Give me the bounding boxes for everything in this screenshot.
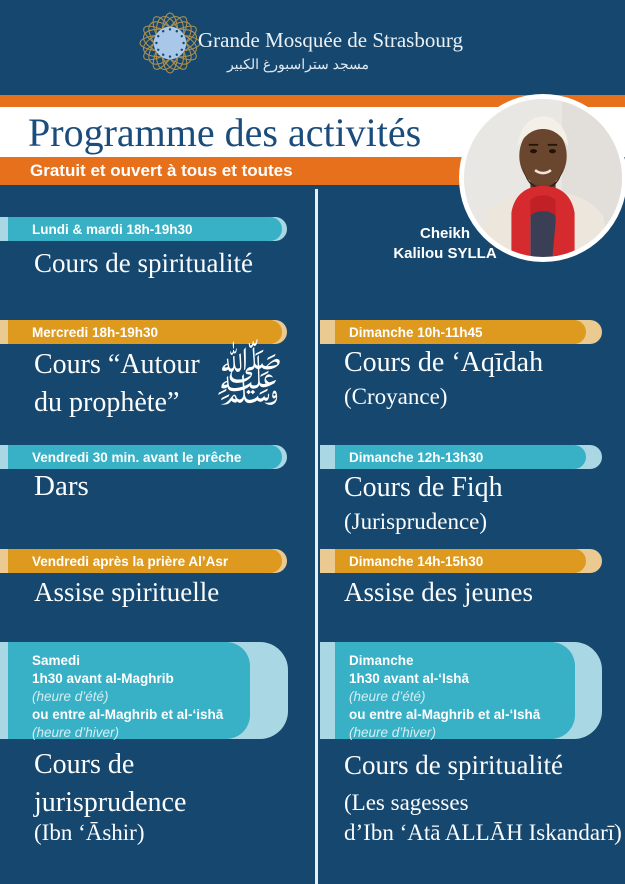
pill-time-label: Dimanche 12h-13h30	[335, 445, 586, 469]
pill-time-summer: 1h30 avant al-‘Ishā	[349, 671, 470, 686]
pill-note-summer: (heure d’été)	[349, 689, 426, 704]
cheikh-name-line1: Cheikh	[419, 225, 470, 242]
mosque-rosette-logo-icon	[136, 9, 204, 77]
pill-day: Dimanche	[349, 653, 414, 668]
time-pill	[0, 320, 287, 344]
course-subtitle: (Croyance)	[344, 384, 448, 409]
course-subtitle	[344, 788, 622, 848]
pill-schedule-text	[335, 642, 575, 739]
time-pill-multiline	[0, 642, 288, 739]
course-subtitle-line1: (Les sagesses	[344, 790, 469, 815]
course-title	[34, 746, 186, 822]
page-title: Programme des activités	[28, 110, 422, 155]
course-title-line1: Cours de	[34, 749, 135, 780]
course-title: Cours de ‘Aqīdah	[344, 347, 544, 378]
cheikh-name	[380, 224, 510, 264]
cheikh-name-line2: Kalilou SYLLA	[393, 245, 497, 262]
course-title-line2: jurisprudence	[34, 787, 187, 818]
pill-time-label: Mercredi 18h-19h30	[8, 320, 282, 344]
course-title-line2: du prophète”	[34, 387, 180, 418]
time-pill	[320, 320, 602, 344]
pill-time-label: Vendredi après la prière Al’Asr	[8, 549, 282, 573]
org-name-block	[198, 28, 463, 73]
time-pill	[0, 217, 287, 241]
time-pill-multiline	[320, 642, 602, 739]
pill-time-label: Vendredi 30 min. avant le prêche	[8, 445, 282, 469]
course-title: Cours de Fiqh	[344, 472, 503, 503]
time-pill	[320, 445, 602, 469]
pill-time-winter: ou entre al-Maghrib et al-‘Ishā	[349, 707, 541, 722]
time-pill	[320, 549, 602, 573]
pill-note-winter: (heure d’hiver)	[349, 725, 437, 740]
course-title-line1: Cours “Autour	[34, 349, 200, 380]
time-pill	[0, 445, 287, 469]
time-pill	[0, 549, 287, 573]
course-title: Dars	[34, 470, 89, 502]
pill-time-summer: 1h30 avant al-Maghrib	[32, 671, 174, 686]
course-subtitle: (Ibn ‘Āshir)	[34, 820, 145, 845]
pill-note-winter: (heure d’hiver)	[32, 725, 120, 740]
course-title	[34, 346, 200, 422]
course-title: Cours de spiritualité	[34, 248, 253, 278]
pill-time-label: Dimanche 14h-15h30	[335, 549, 586, 573]
pill-note-summer: (heure d’été)	[32, 689, 109, 704]
column-divider	[315, 189, 318, 884]
course-title: Cours de spiritualité	[344, 750, 563, 780]
pill-day: Samedi	[32, 653, 81, 668]
pill-time-label: Lundi & mardi 18h-19h30	[8, 217, 282, 241]
course-subtitle: (Jurisprudence)	[344, 509, 488, 534]
org-name-arabic: مسجد ستراسبورغ الكبير	[226, 56, 370, 72]
salawat-calligraphy-icon: ﷺ	[213, 346, 284, 414]
pill-time-winter: ou entre al-Maghrib et al-‘ishā	[32, 707, 224, 722]
pill-time-label: Dimanche 10h-11h45	[335, 320, 586, 344]
subtitle-label: Gratuit et ouvert à tous et toutes	[30, 161, 293, 180]
course-title: Assise des jeunes	[344, 577, 533, 607]
course-subtitle-line2: d’Ibn ‘Atā ALLĀH Iskandarī)	[344, 820, 622, 845]
org-name-french: Grande Mosquée de Strasbourg	[198, 28, 463, 52]
pill-schedule-text	[8, 642, 250, 739]
course-title: Assise spirituelle	[34, 577, 220, 607]
